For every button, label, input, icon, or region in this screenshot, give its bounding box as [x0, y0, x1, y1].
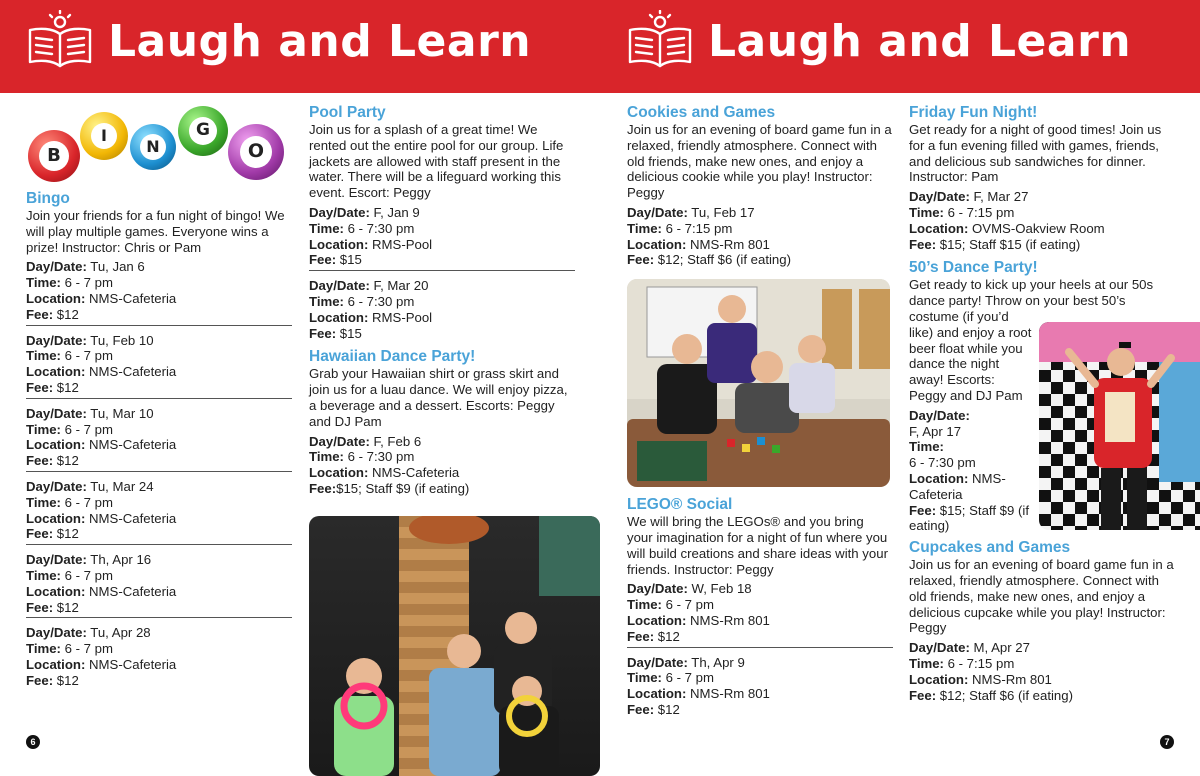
- bingo-session: Day/Date: Tu, Feb 10 Time: 6 - 7 pm Location: NMS-Cafeteria Fee: $12: [26, 333, 292, 399]
- friday-fun-night-title: Friday Fun Night!: [909, 104, 1038, 121]
- bingo-session: Day/Date: Tu, Apr 28 Time: 6 - 7 pm Location: NMS-Cafeteria Fee: $12: [26, 625, 177, 688]
- bingo-title: Bingo: [26, 190, 70, 207]
- bingo-session: Day/Date: Tu, Mar 10 Time: 6 - 7 pm Location: NMS-Cafeteria Fee: $12: [26, 406, 292, 472]
- page-title-left: Laugh and Learn: [108, 16, 532, 67]
- fifties-dance-description-narrow: costume (if you’d like) and enjoy a root beer float while you dance the night away! Escorts: Peggy and DJ Pam: [909, 308, 1032, 403]
- bingo-session: Day/Date: Th, Apr 16 Time: 6 - 7 pm Location: NMS-Cafeteria Fee: $12: [26, 552, 292, 618]
- page-title-right: Laugh and Learn: [708, 16, 1132, 67]
- bingo-ball-i: I: [91, 123, 117, 149]
- bingo-column: [26, 104, 292, 692]
- pool-party-title: Pool Party: [309, 104, 386, 121]
- pool-party-session: Day/Date: F, Mar 20 Time: 6 - 7:30 pm Location: RMS-Pool Fee: $15: [309, 278, 433, 341]
- bingo-ball-n: N: [140, 134, 166, 160]
- hawaiian-party-illustration: [309, 516, 600, 776]
- cookies-games-session: Day/Date: Tu, Feb 17 Time: 6 - 7:15 pm Location: NMS-Rm 801 Fee: $12; Staff $6 (if eating): [627, 204, 791, 268]
- friday-fun-night-description: Get ready for a night of good times! Join us for a fun evening filled with games, friends, and delicious sub sandwiches for dinner. Instructor: Pam: [909, 122, 1162, 185]
- pool-party-description: Join us for a splash of a great time! We rented out the entire pool for our group. Life jackets are allowed with staff present in the water. There will be a lifeguard working this event. Escort: Peggy: [309, 122, 564, 201]
- bingo-balls-image: [26, 104, 288, 184]
- lego-social-title: LEGO® Social: [627, 496, 733, 514]
- hawaiian-dance-title: Hawaiian Dance Party!: [309, 348, 476, 366]
- bingo-session: Day/Date: Tu, Mar 24 Time: 6 - 7 pm Location: NMS-Cafeteria Fee: $12: [26, 479, 292, 545]
- open-book-lightbulb-icon: [26, 10, 94, 74]
- lego-social-photo: [627, 279, 890, 487]
- fifties-dance-title: 50’s Dance Party!: [909, 259, 1038, 277]
- bingo-ball-o: O: [240, 136, 272, 168]
- friday-fun-night-session: Day/Date: F, Mar 27 Time: 6 - 7:15 pm Location: OVMS-Oakview Room Fee: $15; Staff $15 (if eating): [909, 189, 1105, 252]
- fifties-dance-description-wide: Get ready to kick up your heels at our 50s dance party! Throw on your best 50’s: [909, 277, 1154, 309]
- cupcakes-games-description: Join us for an evening of board game fun in a relaxed, friendly atmosphere. Connect with old friends, make new ones, and enjoy a delicious cupcake while you play! Instructor: Peggy: [909, 557, 1174, 636]
- pool-party-session: Day/Date: F, Jan 9 Time: 6 - 7:30 pm Location: RMS-Pool Fee: $15: [309, 205, 575, 271]
- hawaiian-party-photo: [309, 516, 600, 776]
- bingo-ball-g: G: [189, 117, 217, 145]
- fifties-dance-illustration: [1039, 322, 1200, 530]
- fifties-dance-narrow-block: [909, 309, 1033, 537]
- left-page-header: [0, 0, 600, 93]
- pool-hawaiian-column: [309, 104, 575, 500]
- lego-social-description: We will bring the LEGOs® and you bring your imagination for a night of fun where you will build creations and share ideas with your friends. Instructor: Peggy: [627, 514, 888, 577]
- lego-social-illustration: [627, 279, 890, 487]
- cookies-games-description: Join us for an evening of board game fun in a relaxed, friendly atmosphere. Connect with old friends, make new ones, and enjoy a delicious cookie while you play! Instructor: Peggy: [627, 122, 892, 201]
- page-number-left: 6: [26, 735, 40, 749]
- lego-social-session: Day/Date: W, Feb 18 Time: 6 - 7 pm Location: NMS-Rm 801 Fee: $12: [627, 581, 893, 647]
- bingo-description: Join your friends for a fun night of bingo! We will play multiple games. Everyone wins a prize! Instructor: Chris or Pam: [26, 208, 285, 255]
- lego-social-session: Day/Date: Th, Apr 9 Time: 6 - 7 pm Location: NMS-Rm 801 Fee: $12: [627, 654, 770, 717]
- right-page-header: [600, 0, 1200, 93]
- fifties-dance-session: Day/Date: F, Apr 17 Time: 6 - 7:30 pm Location: NMS-Cafeteria Fee: $15; Staff $9 (if eating): [909, 407, 1029, 534]
- hawaiian-dance-session: Day/Date: F, Feb 6 Time: 6 - 7:30 pm Location: NMS-Cafeteria Fee:$15; Staff $9 (if eating): [309, 433, 470, 496]
- open-book-lightbulb-icon: [626, 10, 694, 74]
- hawaiian-dance-description: Grab your Hawaiian shirt or grass skirt and join us for a luau dance. We will enjoy pizza, a beverage and a dessert. Escorts: Peggy and DJ Pam: [309, 366, 568, 429]
- fifties-dance-photo: [1039, 322, 1200, 530]
- bingo-session: Day/Date: Tu, Jan 6 Time: 6 - 7 pm Location: NMS-Cafeteria Fee: $12: [26, 259, 292, 325]
- cupcakes-games-title: Cupcakes and Games: [909, 539, 1071, 557]
- cupcakes-games-session: Day/Date: M, Apr 27 Time: 6 - 7:15 pm Location: NMS-Rm 801 Fee: $12; Staff $6 (if eating): [909, 640, 1073, 703]
- bingo-ball-b: B: [39, 141, 69, 171]
- page-number-right: 7: [1160, 735, 1174, 749]
- cookies-games-title: Cookies and Games: [627, 104, 776, 121]
